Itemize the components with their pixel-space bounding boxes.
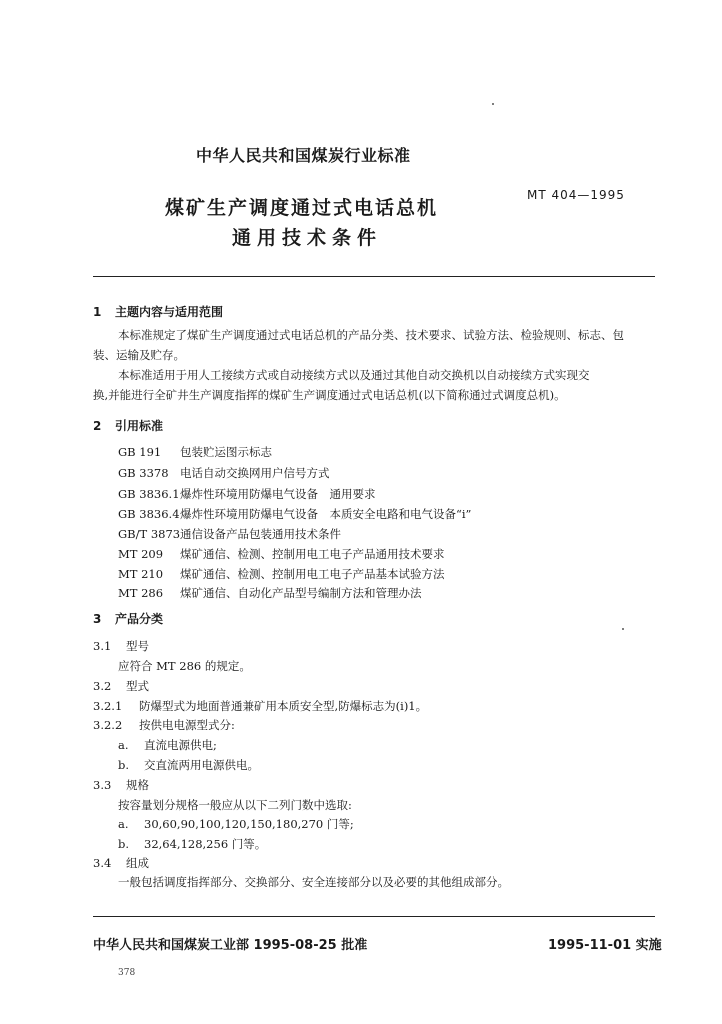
reference-title: 煤矿通信、检测、控制用电工电子产品基本试验方法 bbox=[180, 567, 445, 581]
reference-code: GB 191 bbox=[118, 445, 162, 459]
subsection-3-3-heading bbox=[93, 777, 149, 793]
reference-code: MT 209 bbox=[118, 547, 164, 561]
implementation-date: 1995-11-01 实施 bbox=[548, 938, 662, 953]
reference-item bbox=[118, 546, 445, 562]
subsection-title: 型号 bbox=[126, 639, 149, 653]
reference-code: MT 210 bbox=[118, 567, 164, 581]
issuing-header: 中华人民共和国煤炭行业标准 bbox=[196, 146, 411, 165]
section-title: 主题内容与适用范围 bbox=[115, 305, 224, 319]
section-number: 1 bbox=[93, 305, 102, 319]
section-2-heading bbox=[93, 417, 163, 434]
reference-item bbox=[118, 465, 330, 481]
subsection-number: 3.3 bbox=[93, 778, 112, 792]
list-marker: b. bbox=[118, 837, 130, 851]
list-marker: a. bbox=[118, 738, 129, 752]
subsection-number: 3.1 bbox=[93, 639, 112, 653]
list-item bbox=[118, 836, 266, 852]
reference-title: 爆炸性环境用防爆电气设备 通用要求 bbox=[180, 487, 376, 501]
list-item bbox=[118, 816, 354, 832]
subsection-3-2-heading bbox=[93, 678, 149, 694]
section-title: 引用标准 bbox=[115, 419, 164, 433]
subsection-title: 型式 bbox=[126, 679, 149, 693]
list-item bbox=[118, 757, 259, 773]
list-text: 30,60,90,100,120,150,180,270 门等; bbox=[144, 817, 354, 831]
reference-item bbox=[118, 506, 471, 522]
clause-text: 按供电电源型式分: bbox=[139, 718, 235, 732]
reference-title: 煤矿通信、检测、控制用电工电子产品通用技术要求 bbox=[180, 547, 445, 561]
clause-text: 防爆型式为地面普通兼矿用本质安全型,防爆标志为(i)1。 bbox=[139, 699, 428, 713]
reference-item bbox=[118, 444, 272, 460]
reference-title: 电话自动交换网用户信号方式 bbox=[180, 466, 330, 480]
subsection-3-4-heading bbox=[93, 855, 149, 871]
section-1-paragraph-2a: 本标准适用于用人工接续方式或自动接续方式以及通过其他自动交换机以自动接续方式实现交 bbox=[118, 368, 590, 382]
clause-number: 3.2.2 bbox=[93, 718, 123, 732]
scan-speck bbox=[622, 628, 624, 630]
section-3-heading bbox=[93, 610, 163, 627]
reference-item bbox=[118, 566, 445, 582]
section-1-heading bbox=[93, 303, 223, 320]
reference-title: 煤矿通信、自动化产品型号编制方法和管理办法 bbox=[180, 586, 422, 600]
subsection-3-1-heading bbox=[93, 638, 149, 654]
list-item bbox=[118, 737, 217, 753]
standard-code: MT 404—1995 bbox=[527, 188, 625, 202]
reference-item bbox=[118, 526, 341, 542]
reference-title: 通信设备产品包装通用技术条件 bbox=[180, 527, 341, 541]
list-marker: a. bbox=[118, 817, 129, 831]
reference-code: MT 286 bbox=[118, 586, 164, 600]
clause-3-2-1 bbox=[93, 698, 427, 714]
list-text: 直流电源供电; bbox=[144, 738, 217, 752]
section-title: 产品分类 bbox=[115, 612, 164, 626]
reference-title: 爆炸性环境用防爆电气设备 本质安全电路和电气设备“i” bbox=[180, 507, 472, 521]
subsection-title: 规格 bbox=[126, 778, 149, 792]
section-1-paragraph-1b: 装、运输及贮存。 bbox=[93, 348, 185, 362]
clause-number: 3.2.1 bbox=[93, 699, 123, 713]
reference-code: GB/T 3873 bbox=[118, 527, 181, 541]
document-title-line1: 煤矿生产调度通过式电话总机 bbox=[165, 197, 439, 219]
section-1-paragraph-2b: 换,并能进行全矿井生产调度指挥的煤矿生产调度通过式电话总机(以下简称通过式调度总机)。 bbox=[93, 388, 566, 402]
footer-divider bbox=[93, 916, 655, 917]
list-text: 交直流两用电源供电。 bbox=[144, 758, 259, 772]
list-marker: b. bbox=[118, 758, 130, 772]
section-1-paragraph-1a: 本标准规定了煤矿生产调度通过式电话总机的产品分类、技术要求、试验方法、检验规则、标志、包 bbox=[118, 328, 624, 342]
reference-code: GB 3836.4 bbox=[118, 507, 180, 521]
section-number: 2 bbox=[93, 419, 102, 433]
reference-code: GB 3378 bbox=[118, 466, 169, 480]
subsection-3-3-text: 按容量划分规格一般应从以下二列门数中选取: bbox=[118, 798, 352, 812]
reference-item bbox=[118, 486, 376, 502]
subsection-3-4-text: 一般包括调度指挥部分、交换部分、安全连接部分以及必要的其他组成部分。 bbox=[118, 875, 509, 889]
reference-code: GB 3836.1 bbox=[118, 487, 180, 501]
subsection-number: 3.4 bbox=[93, 856, 112, 870]
subsection-title: 组成 bbox=[126, 856, 149, 870]
reference-item bbox=[118, 585, 422, 601]
reference-title: 包装贮运图示标志 bbox=[180, 445, 272, 459]
subsection-3-1-text: 应符合 MT 286 的规定。 bbox=[118, 659, 251, 673]
clause-3-2-2 bbox=[93, 717, 235, 733]
approval-info: 中华人民共和国煤炭工业部 1995-08-25 批准 bbox=[93, 938, 368, 953]
page-number: 378 bbox=[118, 968, 136, 978]
list-text: 32,64,128,256 门等。 bbox=[144, 837, 267, 851]
section-number: 3 bbox=[93, 612, 102, 626]
header-divider bbox=[93, 276, 655, 277]
document-title-line2: 通用技术条件 bbox=[232, 227, 383, 249]
scan-speck bbox=[492, 103, 494, 105]
subsection-number: 3.2 bbox=[93, 679, 112, 693]
